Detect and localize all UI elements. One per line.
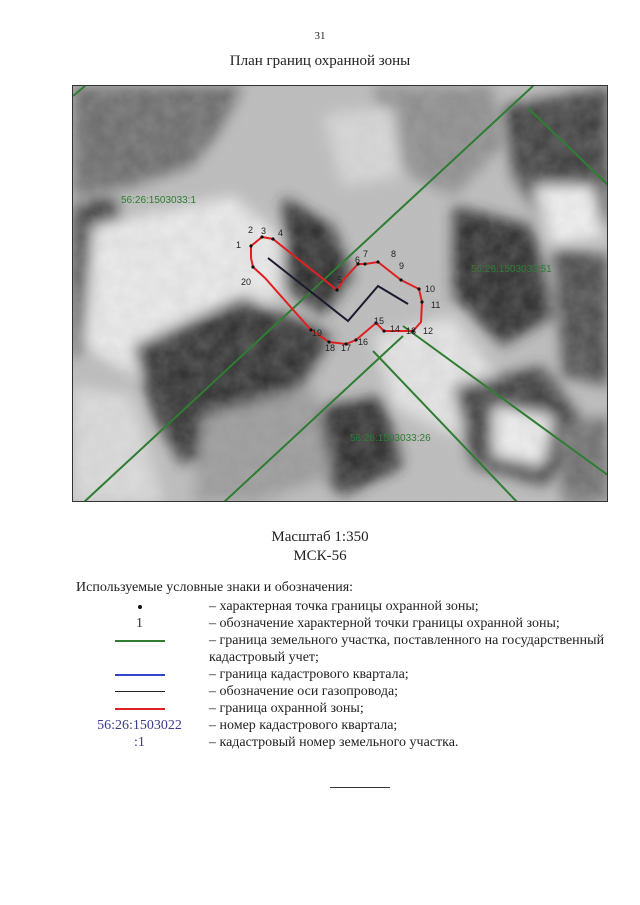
map-view[interactable]: [72, 85, 608, 502]
legend-item: [72, 700, 632, 717]
legend: [72, 598, 632, 751]
legend-item: [72, 615, 632, 632]
page-title: План границ охранной зоны: [229, 53, 411, 69]
blue-line-icon: [115, 674, 165, 676]
legend-desc: – номер кадастрового квартала;: [209, 718, 398, 733]
crs-text: МСК-56: [293, 548, 347, 564]
aerial-image: [73, 86, 608, 502]
point-label: 5: [337, 275, 343, 285]
point-label: 18: [325, 343, 336, 353]
green-line-icon: [115, 640, 165, 642]
red-line-icon: [115, 708, 165, 710]
black-line-icon: [115, 691, 165, 692]
point-dot-icon: [138, 605, 142, 609]
point-label: 15: [374, 316, 385, 326]
legend-symbol: [72, 666, 207, 683]
point-label: 13: [406, 326, 417, 336]
point-label: 7: [363, 249, 369, 259]
parcel-label: 56:26:1503033:1: [121, 195, 197, 206]
legend-symbol: [72, 632, 207, 649]
legend-desc: – граница кадастрового квартала;: [209, 667, 409, 682]
legend-desc: – обозначение характерной точки границы охранной зоны;: [209, 616, 560, 631]
legend-title: Используемые условные знаки и обозначения:: [76, 580, 354, 595]
legend-item: [72, 598, 632, 615]
map-scale: [0, 528, 640, 566]
point-label: 20: [241, 277, 252, 287]
legend-item: [72, 632, 632, 666]
point-label: 19: [312, 328, 323, 338]
parcel-label: 56:26:1503033:26: [350, 433, 431, 444]
scale-text: Масштаб 1:350: [271, 529, 369, 545]
legend-item: [72, 717, 632, 734]
legend-symbol: 56:26:1503022: [97, 718, 182, 733]
legend-desc: – обозначение оси газопровода;: [209, 684, 399, 699]
point-label: 1: [236, 240, 242, 250]
point-label: 12: [423, 326, 434, 336]
point-label: 3: [261, 226, 267, 236]
map-canvas: [73, 86, 608, 502]
bottom-rule: [330, 787, 390, 788]
point-label: 16: [358, 337, 369, 347]
legend-symbol: [72, 683, 207, 700]
point-label: 8: [391, 249, 397, 259]
point-label: 2: [248, 225, 254, 235]
legend-symbol: :1: [134, 735, 145, 750]
point-label: 4: [278, 228, 284, 238]
page-number: 31: [314, 30, 326, 42]
legend-symbol: [72, 598, 207, 615]
legend-symbol: 1: [136, 616, 143, 631]
legend-item: [72, 683, 632, 700]
legend-item: [72, 734, 632, 751]
legend-symbol: [72, 700, 207, 717]
legend-desc: – граница земельного участка, поставленного на государственный кадастровый учет;: [209, 633, 605, 665]
point-label: 10: [425, 284, 436, 294]
point-label: 17: [341, 343, 352, 353]
legend-desc: – характерная точка границы охранной зоны;: [209, 599, 479, 614]
point-label: 9: [399, 261, 405, 271]
legend-desc: – граница охранной зоны;: [209, 701, 364, 716]
parcel-label: 56:26:1503033:51: [471, 264, 552, 275]
point-label: 14: [390, 324, 401, 334]
point-label: 11: [431, 300, 441, 310]
point-label: 6: [355, 255, 361, 265]
legend-desc: – кадастровый номер земельного участка.: [209, 735, 459, 750]
legend-item: [72, 666, 632, 683]
